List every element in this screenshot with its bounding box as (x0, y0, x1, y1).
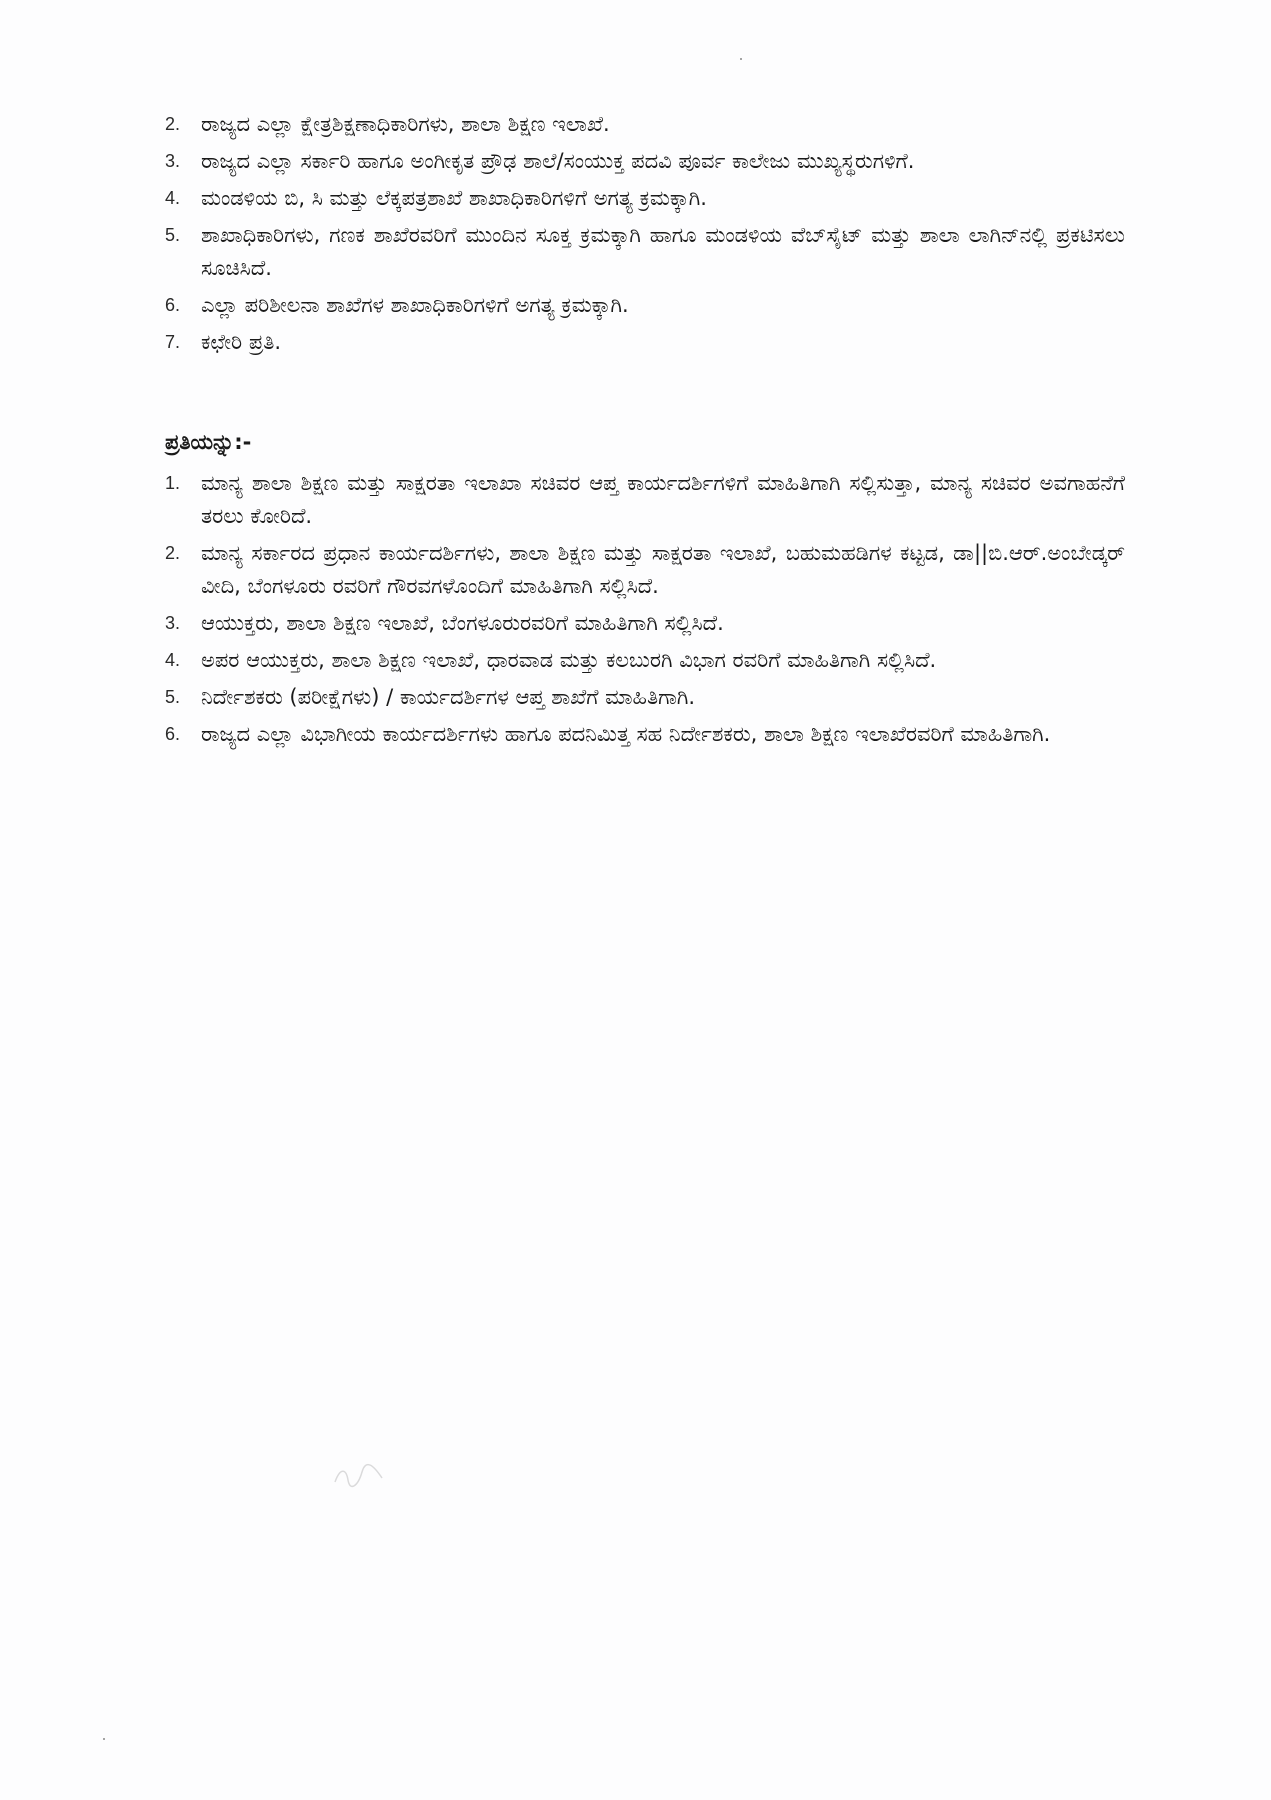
item-text: ಕಛೇರಿ ಪ್ರತಿ. (201, 330, 282, 354)
item-text: ರಾಜ್ಯದ ಎಲ್ಲಾ ವಿಭಾಗೀಯ ಕಾರ್ಯದರ್ಶಿಗಳು ಹಾಗೂ ಪದನಿಮಿತ್ತ ಸಹ ನಿರ್ದೇಶಕರು, ಶಾಲಾ ಶಿಕ್ಷಣ ಇಲಾಖೆರವರಿಗೆ ಮಾಹಿತಿಗಾಗಿ. (201, 722, 1051, 746)
item-text: ಮಂಡಳಿಯ ಬಿ, ಸಿ ಮತ್ತು ಲೆಕ್ಕಪತ್ರಶಾಖೆ ಶಾಖಾಧಿಕಾರಿಗಳಿಗೆ ಅಗತ್ಯ ಕ್ರಮಕ್ಕಾಗಿ. (201, 186, 707, 210)
item-text: ನಿರ್ದೇಶಕರು (ಪರೀಕ್ಷೆಗಳು) / ಕಾರ್ಯದರ್ಶಿಗಳ ಆಪ್ತ ಶಾಖೆಗೆ ಮಾಹಿತಿಗಾಗಿ. (201, 685, 696, 709)
list-item (165, 219, 1125, 285)
item-number: 3. (165, 613, 181, 633)
list-item (165, 108, 1125, 141)
item-text: ಮಾನ್ಯ ಶಾಲಾ ಶಿಕ್ಷಣ ಮತ್ತು ಸಾಕ್ಷರತಾ ಇಲಾಖಾ ಸಚಿವರ ಆಪ್ತ ಕಾರ್ಯದರ್ಶಿಗಳಿಗೆ ಮಾಹಿತಿಗಾಗಿ ಸಲ್ಲಿಸುತ್ತಾ, ಮಾನ್ಯ ಸಚಿವರ ಅವಗಾಹನೆಗೆ ತರಲು ಕೋರಿದೆ. (201, 471, 1125, 528)
list-item (165, 145, 1125, 178)
copy-to-heading: ಪ್ರತಿಯನ್ನು:- (165, 430, 252, 454)
list-item (165, 644, 1125, 677)
item-number: 6. (165, 724, 181, 744)
item-number: 1. (165, 473, 181, 493)
item-text: ರಾಜ್ಯದ ಎಲ್ಲಾ ಸರ್ಕಾರಿ ಹಾಗೂ ಅಂಗೀಕೃತ ಪ್ರೌಢ ಶಾಲೆ/ಸಂಯುಕ್ತ ಪದವಿ ಪೂರ್ವ ಕಾಲೇಜು ಮುಖ್ಯಸ್ಥರುಗಳಿಗೆ. (201, 149, 915, 173)
item-number: 2. (165, 114, 181, 134)
list-item (165, 607, 1125, 640)
item-number: 3. (165, 151, 181, 171)
list-item (165, 681, 1125, 714)
item-text: ರಾಜ್ಯದ ಎಲ್ಲಾ ಕ್ಷೇತ್ರಶಿಕ್ಷಣಾಧಿಕಾರಿಗಳು, ಶಾಲಾ ಶಿಕ್ಷಣ ಇಲಾಖೆ. (201, 112, 610, 136)
list-item (165, 718, 1125, 751)
item-text: ಮಾನ್ಯ ಸರ್ಕಾರದ ಪ್ರಧಾನ ಕಾರ್ಯದರ್ಶಿಗಳು, ಶಾಲಾ ಶಿಕ್ಷಣ ಮತ್ತು ಸಾಕ್ಷರತಾ ಇಲಾಖೆ, ಬಹುಮಹಡಿಗಳ ಕಟ್ಟಡ, ಡಾ||ಬಿ.ಆರ್.ಅಂಬೇಡ್ಕರ್ ವೀದಿ, ಬೆಂಗಳೂರು ರವರಿಗೆ ಗೌರವಗಳೊಂದಿಗೆ ಮಾಹಿತಿಗಾಗಿ ಸಲ್ಲಿಸಿದೆ. (201, 541, 1125, 598)
item-number: 5. (165, 225, 181, 245)
item-text: ಶಾಖಾಧಿಕಾರಿಗಳು, ಗಣಕ ಶಾಖೆರವರಿಗೆ ಮುಂದಿನ ಸೂಕ್ತ ಕ್ರಮಕ್ಕಾಗಿ ಹಾಗೂ ಮಂಡಳಿಯ ವೆಬ್‌ಸೈಟ್ ಮತ್ತು ಶಾಲಾ ಲಾಗಿನ್‌ನಲ್ಲಿ ಪ್ರಕಟಿಸಲು ಸೂಚಿಸಿದೆ. (201, 223, 1125, 280)
copy-to-list (165, 467, 1125, 755)
list-item (165, 182, 1125, 215)
item-number: 2. (165, 543, 181, 563)
item-text: ಅಪರ ಆಯುಕ್ತರು, ಶಾಲಾ ಶಿಕ್ಷಣ ಇಲಾಖೆ, ಧಾರವಾಡ ಮತ್ತು ಕಲಬುರಗಿ ವಿಭಾಗ ರವರಿಗೆ ಮಾಹಿತಿಗಾಗಿ ಸಲ್ಲಿಸಿದೆ. (201, 648, 937, 672)
item-text: ಎಲ್ಲಾ ಪರಿಶೀಲನಾ ಶಾಖೆಗಳ ಶಾಖಾಧಿಕಾರಿಗಳಿಗೆ ಅಗತ್ಯ ಕ್ರಮಕ್ಕಾಗಿ. (201, 293, 629, 317)
distribution-list (165, 108, 1125, 363)
list-item (165, 326, 1125, 359)
item-number: 4. (165, 188, 181, 208)
item-text: ಆಯುಕ್ತರು, ಶಾಲಾ ಶಿಕ್ಷಣ ಇಲಾಖೆ, ಬೆಂಗಳೂರುರವರಿಗೆ ಮಾಹಿತಿಗಾಗಿ ಸಲ್ಲಿಸಿದೆ. (201, 611, 724, 635)
item-number: 7. (165, 332, 181, 352)
item-number: 6. (165, 295, 181, 315)
scan-speck (103, 1738, 105, 1740)
item-number: 5. (165, 687, 181, 707)
scan-speck (740, 58, 742, 60)
list-item (165, 467, 1125, 533)
faint-signature-mark (330, 1460, 390, 1490)
list-item (165, 289, 1125, 322)
list-item (165, 537, 1125, 603)
item-number: 4. (165, 650, 181, 670)
